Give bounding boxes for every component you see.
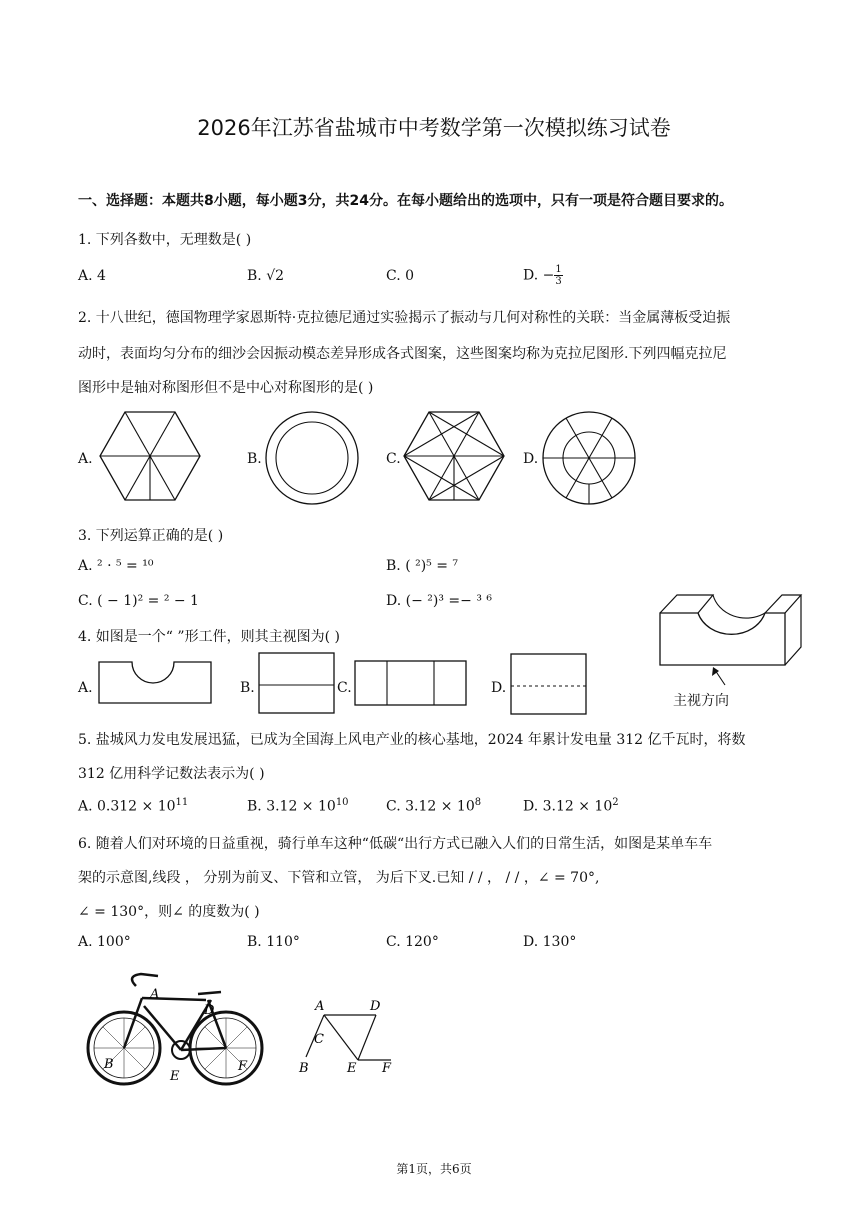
q1-fraction-num: 1	[555, 264, 562, 275]
view-direction-label: 主视方向	[673, 693, 729, 709]
q6-line3: ∠ = 130°，则∠ 的度数为( )	[78, 904, 260, 920]
q5-option-a	[78, 797, 188, 815]
front-view-b	[258, 652, 336, 714]
q5-option-b-exp: 10	[335, 797, 349, 808]
q6-option-c: C. 120°	[386, 934, 439, 950]
q4-option-a: A.	[78, 680, 93, 696]
q3-option-c: C. ( − 1)² = ² − 1	[78, 593, 199, 609]
q1-stem: 1. 下列各数中，无理数是( )	[78, 232, 252, 248]
q1-option-c: C. 0	[386, 268, 415, 284]
q5-option-b-base: B. 3.12 × 10	[247, 798, 336, 815]
q5-option-d-base: D. 3.12 × 10	[523, 798, 613, 815]
section-heading: 一、选择题：本题共8小题，每小题3分，共24分。在每小题给出的选项中，只有一项是符合题目要求的。	[78, 193, 733, 209]
q2-option-b: B.	[247, 451, 262, 467]
chladni-figure-d	[541, 410, 637, 506]
q1-option-a: A. 4	[78, 268, 106, 284]
front-view-a	[98, 660, 214, 705]
q5-line2: 312 亿用科学记数法表示为( )	[78, 766, 265, 782]
q5-option-c-base: C. 3.12 × 10	[386, 798, 475, 815]
q5-option-a-base: A. 0.312 × 10	[78, 798, 176, 815]
q4-stem: 4. 如图是一个“ ”形工件，则其主视图为( )	[78, 629, 340, 645]
q1-option-d-label: D. −	[523, 267, 555, 284]
q4-option-c: C.	[337, 680, 352, 696]
bike-label-d: D	[204, 1003, 215, 1018]
q3-stem: 3. 下列运算正确的是( )	[78, 528, 224, 544]
q3-option-b: B. ( ²)⁵ = ⁷	[386, 558, 459, 574]
fig-label-e: E	[347, 1061, 357, 1076]
page-footer: 第1页，共6页	[396, 1162, 472, 1176]
q5-option-c	[386, 797, 481, 815]
q5-option-a-exp: 11	[175, 797, 189, 808]
q1-option-b-label: B.	[247, 268, 267, 284]
frame-geometry-figure	[296, 995, 396, 1085]
q2-line1: 2. 十八世纪，德国物理学家恩斯特·克拉德尼通过实验揭示了振动与几何对称性的关联：当金属薄板受迫振	[78, 310, 731, 326]
q3-option-d: D. (− ²)³ =− ³ ⁶	[386, 593, 492, 609]
q2-line2: 动时，表面均匀分布的细沙会因振动模态差异形成各式图案，这些图案均称为克拉尼图形.下列四幅克拉尼	[78, 346, 727, 362]
bike-label-b: B	[104, 1057, 114, 1072]
q2-option-d: D.	[523, 451, 539, 467]
bike-label-a: A	[150, 987, 160, 1002]
fig-label-b: B	[299, 1061, 309, 1076]
q1-option-b	[247, 268, 284, 284]
q6-option-d: D. 130°	[523, 934, 577, 950]
front-view-d	[510, 653, 588, 715]
q4-option-d: D.	[491, 680, 507, 696]
front-view-c	[354, 660, 468, 706]
fig-label-f: F	[382, 1061, 392, 1076]
chladni-figure-b	[264, 410, 360, 506]
q4-option-b: B.	[240, 680, 255, 696]
bike-label-f: F	[238, 1059, 248, 1074]
q6-option-b: B. 110°	[247, 934, 300, 950]
page-title: 2026年江苏省盐城市中考数学第一次模拟练习试卷	[197, 116, 671, 140]
chladni-figure-a	[98, 410, 202, 502]
q2-option-a: A.	[78, 451, 93, 467]
fig-label-a: A	[315, 999, 325, 1014]
q2-line3: 图形中是轴对称图形但不是中心对称图形的是( )	[78, 380, 374, 396]
bike-label-e: E	[170, 1069, 180, 1084]
q1-option-d	[523, 264, 563, 287]
chladni-figure-c	[402, 410, 506, 502]
q1-fraction	[554, 264, 562, 287]
q5-option-c-exp: 8	[474, 797, 482, 808]
q1-option-b-value: √2	[266, 268, 285, 284]
q6-line1: 6. 随着人们对环境的日益重视，骑行单车这种“低碳“出行方式已融入人们的日常生活，如图是某单车车	[78, 836, 713, 852]
q6-option-a: A. 100°	[78, 934, 131, 950]
q6-line2: 架的示意图,线段 ， 分别为前叉、下管和立管， 为后下叉.已知 / / ， / / ，∠ = 70°,	[78, 870, 600, 886]
q5-option-d	[523, 797, 619, 815]
bicycle-picture	[86, 968, 268, 1088]
q5-option-d-exp: 2	[612, 797, 619, 808]
fig-label-d: D	[370, 999, 381, 1014]
q5-option-b	[247, 797, 349, 815]
q2-option-c: C.	[386, 451, 401, 467]
q5-line1: 5. 盐城风力发电发展迅猛，已成为全国海上风电产业的核心基地，2024 年累计发电量 312 亿千瓦时，将数	[78, 732, 746, 748]
fig-label-c: C	[314, 1032, 324, 1047]
q1-fraction-den: 3	[555, 276, 562, 287]
q3-option-a: A. ² · ⁵ = ¹⁰	[78, 558, 154, 574]
